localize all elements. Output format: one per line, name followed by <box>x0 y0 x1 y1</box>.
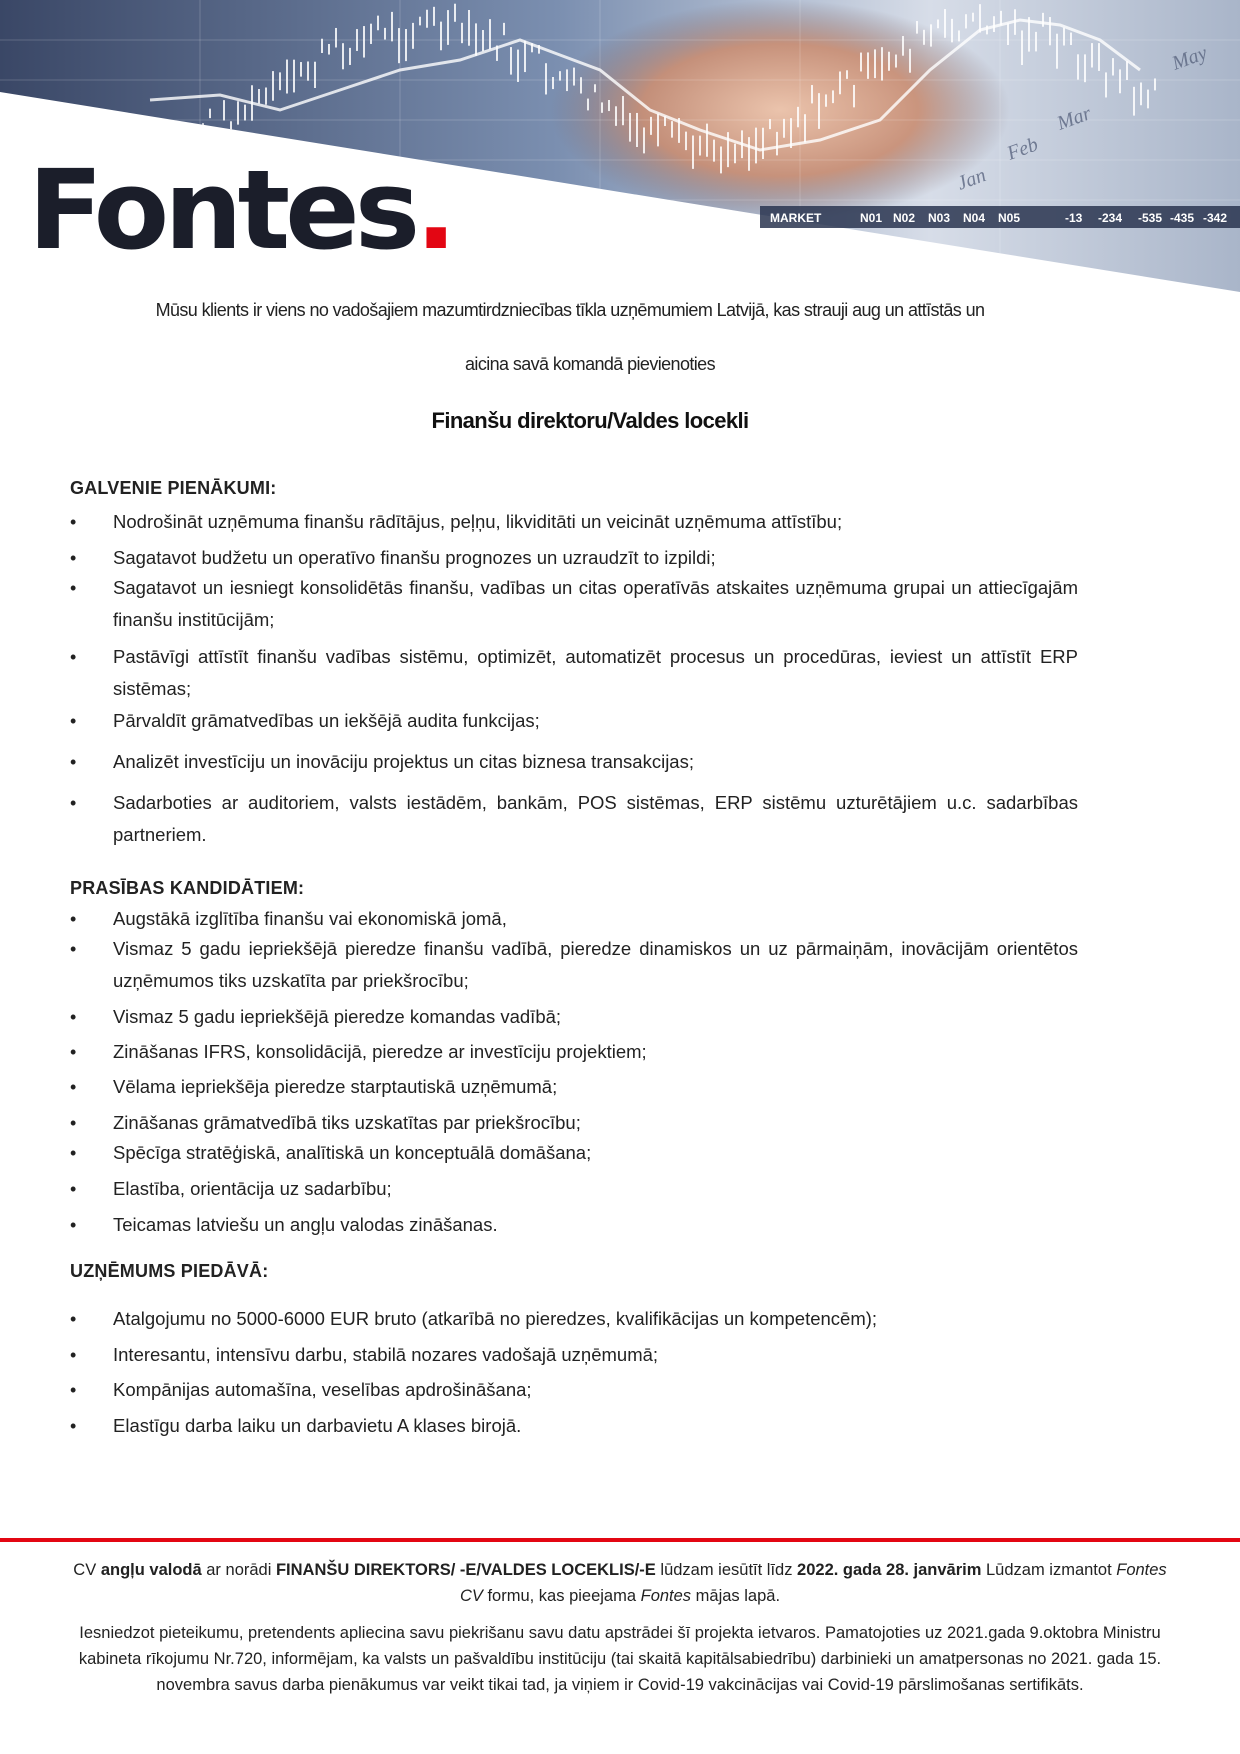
svg-text:Jan: Jan <box>954 164 989 195</box>
list-item: • Sadarboties ar auditoriem, valsts iestādēm, bankām, POS sistēmas, ERP sistēmu uzturētājiem u.c. sadarbības partneriem. <box>70 792 1078 845</box>
list-item: • Vēlama iepriekšēja pieredze starptautiskā uzņēmumā; <box>70 1076 558 1097</box>
intro-line-2: aicina savā komandā pievienoties <box>465 354 715 374</box>
svg-text:N02: N02 <box>893 211 916 225</box>
list-item: • Analizēt investīciju un inovāciju projektus un citas biznesa transakcijas; <box>70 751 694 772</box>
svg-text:-234: -234 <box>1098 211 1123 225</box>
svg-text:-435: -435 <box>1170 211 1195 225</box>
footer-divider <box>0 1538 1240 1542</box>
list-item: • Sagatavot un iesniegt konsolidētās finanšu, vadības un citas operatīvās atskaites uzņēmuma grupai un attiecīgajām finanšu institūcijām; <box>70 577 1078 630</box>
svg-text:N05: N05 <box>998 211 1021 225</box>
intro-line-1: Mūsu klients ir viens no vadošajiem mazumtirdzniecības tīkla uzņēmumiem Latvijā, kas strauji aug un attīstās un <box>155 300 985 320</box>
list-item: • Elastība, orientācija uz sadarbību; <box>70 1178 392 1199</box>
list-item: • Pārvaldīt grāmatvedības un iekšējā audita funkcijas; <box>70 710 540 731</box>
svg-text:N03: N03 <box>928 211 951 225</box>
svg-text:Mar: Mar <box>1054 102 1095 135</box>
list-item: • Vismaz 5 gadu iepriekšējā pieredze komandas vadībā; <box>70 1006 562 1027</box>
logo-text: Fontes <box>28 146 416 274</box>
svg-text:May: May <box>1169 41 1211 75</box>
consent-notice: Iesniedzot pieteikumu, pretendents apliecina savu piekrišanu savu datu apstrādei šī projekta ietvaros. Pamatojoties uz 2021.gada 9.oktobra Ministru kabineta rīkojumu Nr.720, informējam, ka valsts un pašvaldību institūciju (tai skaitā kapitālsabiedrību) darbinieki un amatpersonas no 2021. gada 15. novembra savus darba pienākumus var veikt tikai tad, ja viņiem ir Covid-19 vakcinācijas vai Covid-19 pārslimošanas sertifikāts. <box>78 1624 1162 1694</box>
logo-dot: . <box>415 146 453 274</box>
ticker-strip <box>760 206 1240 228</box>
svg-text:-535: -535 <box>1138 211 1163 225</box>
list-item: • Zināšanas grāmatvedībā tiks uzskatītas par priekšrocību; <box>70 1112 581 1133</box>
svg-text:N04: N04 <box>963 211 986 225</box>
list-item: • Vismaz 5 gadu iepriekšējā pieredze finanšu vadībā, pieredze dinamiskos un uz pārmaiņām, inovācijām orientētos uzņēmumos tiks uzskatīta par priekšrocību; <box>70 938 1078 991</box>
list-item: • Sagatavot budžetu un operatīvo finanšu prognozes un uzraudzīt to izpildi; <box>70 547 716 568</box>
list-item: • Nodrošināt uzņēmuma finanšu rādītājus, peļņu, likviditāti un veicināt uzņēmuma attīstību; <box>70 511 843 532</box>
svg-text:Feb: Feb <box>1004 133 1041 165</box>
svg-text:-13: -13 <box>1065 211 1083 225</box>
list-item: • Teicamas latviešu un angļu valodas zināšanas. <box>70 1214 498 1235</box>
apply-instructions: CV angļu valodā ar norādi FINANŠU DIREKTORS/ -E/VALDES LOCEKLIS/-E lūdzam iesūtīt līdz 2022. gada 28. janvārim Lūdzam izmantot Fontes CV formu, kas pieejama Fontes mājas lapā. <box>73 1561 1167 1605</box>
svg-text:MARKET: MARKET <box>770 211 822 225</box>
list-item: • Zināšanas IFRS, konsolidācijā, pieredze ar investīciju projektiem; <box>70 1041 647 1062</box>
list-item: • Pastāvīgi attīstīt finanšu vadības sistēmu, optimizēt, automatizēt procesus un procedūras, ieviest un attīstīt ERP sistēmas; <box>70 646 1078 699</box>
position-title: Finanšu direktoru/Valdes locekli <box>431 408 749 433</box>
list-item: • Augstākā izglītība finanšu vai ekonomiskā jomā, <box>70 908 507 929</box>
offer-heading: UZŅĒMUMS PIEDĀVĀ: <box>70 1261 269 1281</box>
list-item: • Atalgojumu no 5000-6000 EUR bruto (atkarībā no pieredzes, kvalifikācijas un kompetencēm); <box>70 1308 878 1329</box>
list-item: • Elastīgu darba laiku un darbavietu A klases birojā. <box>70 1415 522 1436</box>
fontes-logo <box>28 146 453 274</box>
list-item: • Interesantu, intensīvu darbu, stabilā nozares vadošajā uzņēmumā; <box>70 1344 659 1365</box>
requirements-heading: PRASĪBAS KANDIDĀTIEM: <box>70 878 305 898</box>
list-item: • Kompānijas automašīna, veselības apdrošināšana; <box>70 1379 532 1400</box>
svg-text:-342: -342 <box>1203 211 1228 225</box>
svg-text:N01: N01 <box>860 211 883 225</box>
duties-heading: GALVENIE PIENĀKUMI: <box>70 478 277 498</box>
list-item: • Spēcīga stratēģiskā, analītiskā un konceptuālā domāšana; <box>70 1142 592 1163</box>
